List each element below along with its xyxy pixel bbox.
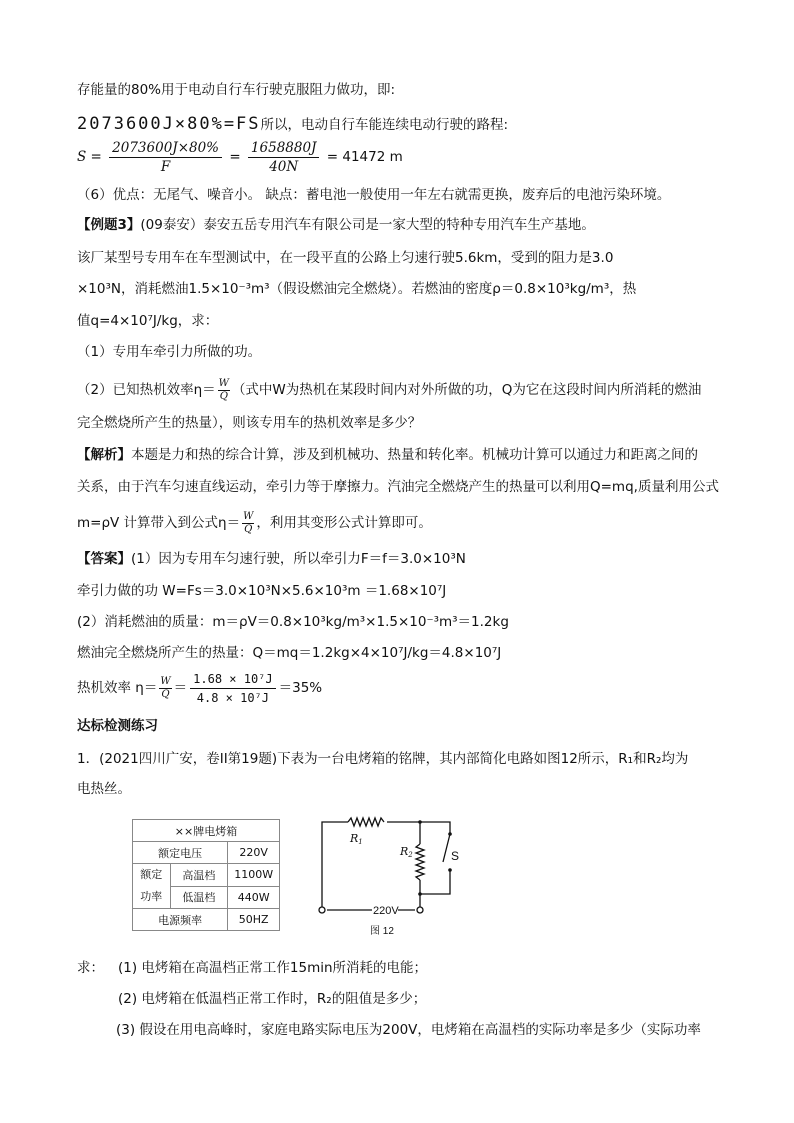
text-line: [77, 510, 432, 536]
text-line: 关系，由于汽车匀速直线运动，牵引力等于摩擦力。汽油完全燃烧产生的热量可以利用Q=mq,质量利用公式: [77, 479, 719, 495]
junction: [418, 820, 422, 824]
fraction-denominator: Q: [244, 523, 253, 535]
terminal: [319, 907, 325, 913]
text-line: 存能量的80%用于电动自行车行驶克服阻力做功，即:: [77, 82, 396, 98]
table-value: 220V: [228, 842, 280, 864]
table-label: 低温档: [170, 886, 228, 909]
switch-contact: [448, 832, 452, 836]
analysis-tag: 【解析】: [77, 447, 131, 463]
fraction-denominator: 40N: [269, 158, 299, 175]
fraction-numerator: 1.68 × 10⁷J: [190, 670, 275, 689]
wire: [387, 822, 450, 834]
text-segment: (1）因为专用车匀速行驶，所以牵引力F＝f＝3.0×10³N: [131, 551, 466, 567]
sub-question-2: (2) 电烤箱在低温档正常工作时，R₂的阻值是多少；: [118, 991, 427, 1007]
text-segment: ，利用其变形公式计算即可。: [256, 515, 432, 531]
text-line: 燃油完全燃烧所产生的热量：Q＝mq＝1.2kg×4×10⁷J/kg＝4.8×10⁷J: [77, 645, 502, 661]
fraction-numerator: W: [160, 675, 171, 687]
table-value: 1100W: [228, 864, 280, 887]
table-label: 额定功率: [133, 864, 171, 909]
text-line: (2）消耗燃油的质量：m＝ρV＝0.8×10³kg/m³×1.5×10⁻³m³＝1.2kg: [77, 614, 509, 630]
fraction-numerator: 2073600J×80%: [109, 139, 222, 158]
text-segment: （式中W为热机在某段时间内对外所做的功，Q为它在这段时间内所消耗的燃油: [231, 382, 702, 398]
fraction-numerator: 1658880J: [248, 139, 320, 158]
efficiency-fraction: [218, 378, 230, 403]
ask-label: 求：: [77, 960, 104, 976]
answer-tag: 【答案】: [77, 551, 131, 567]
efficiency-fraction-values: [190, 670, 275, 707]
table-value: 440W: [228, 886, 280, 909]
question-2: [77, 377, 701, 403]
switch-contact: [448, 868, 452, 872]
formula-fraction: [248, 139, 320, 176]
text-line: 完全燃烧所产生的热量），则该专用车的热机效率是多少？: [77, 415, 422, 431]
equals-sign: ＝: [173, 680, 188, 696]
fraction-denominator: Q: [219, 390, 228, 402]
circuit-diagram: [310, 812, 460, 937]
question-line: [77, 958, 427, 978]
table-label: 额定电压: [133, 842, 228, 864]
text-segment: 热机效率 η＝: [77, 680, 158, 696]
formula-result: = 41472 m: [326, 149, 403, 165]
fraction-denominator: Q: [161, 688, 170, 700]
figure-caption: 图 12: [370, 926, 394, 937]
fraction-denominator: 4.8 × 10⁷J: [196, 690, 269, 705]
efficiency-fraction: [159, 676, 171, 701]
sub-question-1: (1) 电烤箱在高温档正常工作15min所消耗的电能；: [118, 960, 428, 976]
text-line: 1．(2021四川广安，卷II第19题)下表为一台电烤箱的铭牌，其内部简化电路如图12所示，R₁和R₂均为: [77, 751, 689, 767]
r1-label: R1: [350, 832, 363, 846]
text-segment: 本题是力和热的综合计算，涉及到机械功、热量和转化率。机械功计算可以通过力和距离之间的: [131, 447, 698, 463]
text-segment: 所以，电动自行车能连续电动行驶的路程:: [260, 117, 509, 133]
equals-sign: =: [229, 149, 241, 165]
junction: [418, 892, 422, 896]
wire: [322, 822, 348, 910]
fraction-numerator: W: [243, 510, 254, 522]
example-heading: [77, 215, 595, 235]
text-segment: ＝35%: [278, 680, 323, 696]
switch-label: S: [451, 849, 460, 863]
efficiency-formula: [77, 669, 322, 707]
voltage-label: 220V: [373, 905, 399, 917]
formula-fraction: [109, 139, 222, 176]
section-title: 达标检测练习: [77, 718, 158, 734]
text-segment: (09泰安）泰安五岳专用汽车有限公司是一家大型的特种专用汽车生产基地。: [140, 217, 595, 233]
example-tag: 【例题3】: [77, 217, 141, 233]
text-line: [77, 114, 508, 135]
resistor-r1: [348, 818, 384, 826]
formula-lhs: S =: [77, 149, 102, 165]
distance-formula: [77, 138, 403, 176]
resistor-r2: [416, 844, 424, 880]
work-equation: 2073600J×80%=FS: [77, 114, 261, 134]
fraction-numerator: W: [218, 377, 229, 389]
r2-label: R2: [400, 845, 413, 859]
answer-heading: [77, 549, 466, 569]
table-label: 电源频率: [133, 909, 228, 931]
fraction-denominator: F: [160, 158, 171, 175]
text-line: 牵引力做的功 W=Fs＝3.0×10³N×5.6×10³m ＝1.68×10⁷J: [77, 583, 447, 599]
text-line: （6）优点：无尾气、噪音小。 缺点：蓄电池一般使用一年左右就需更换，废弃后的电池污染环境。: [77, 187, 671, 203]
text-segment: （2）已知热机效率η＝: [77, 382, 216, 398]
table-label: 高温档: [170, 864, 228, 887]
table-title: ××牌电烤箱: [133, 820, 280, 842]
spec-table: [132, 819, 280, 931]
text-line: 该厂某型号专用车在车型测试中，在一段平直的公路上匀速行驶5.6km，受到的阻力是3.0: [77, 250, 614, 266]
text-line: 电热丝。: [77, 781, 131, 797]
question-1: （1）专用车牵引力所做的功。: [77, 344, 262, 360]
text-segment: m=ρV 计算带入到公式η＝: [77, 515, 241, 531]
sub-question-3: (3) 假设在用电高峰时，家庭电路实际电压为200V，电烤箱在高温档的实际功率是多少（实际功率: [116, 1022, 701, 1038]
analysis-heading: [77, 445, 698, 465]
text-line: ×10³N，消耗燃油1.5×10⁻³m³（假设燃油完全燃烧）。若燃油的密度ρ＝0.8×10³kg/m³，热: [77, 281, 637, 297]
table-value: 50HZ: [228, 909, 280, 931]
terminal: [417, 907, 423, 913]
text-line: 值q=4×10⁷J/kg，求：: [77, 313, 219, 329]
switch-blade: [443, 834, 450, 862]
efficiency-fraction: [242, 511, 254, 536]
